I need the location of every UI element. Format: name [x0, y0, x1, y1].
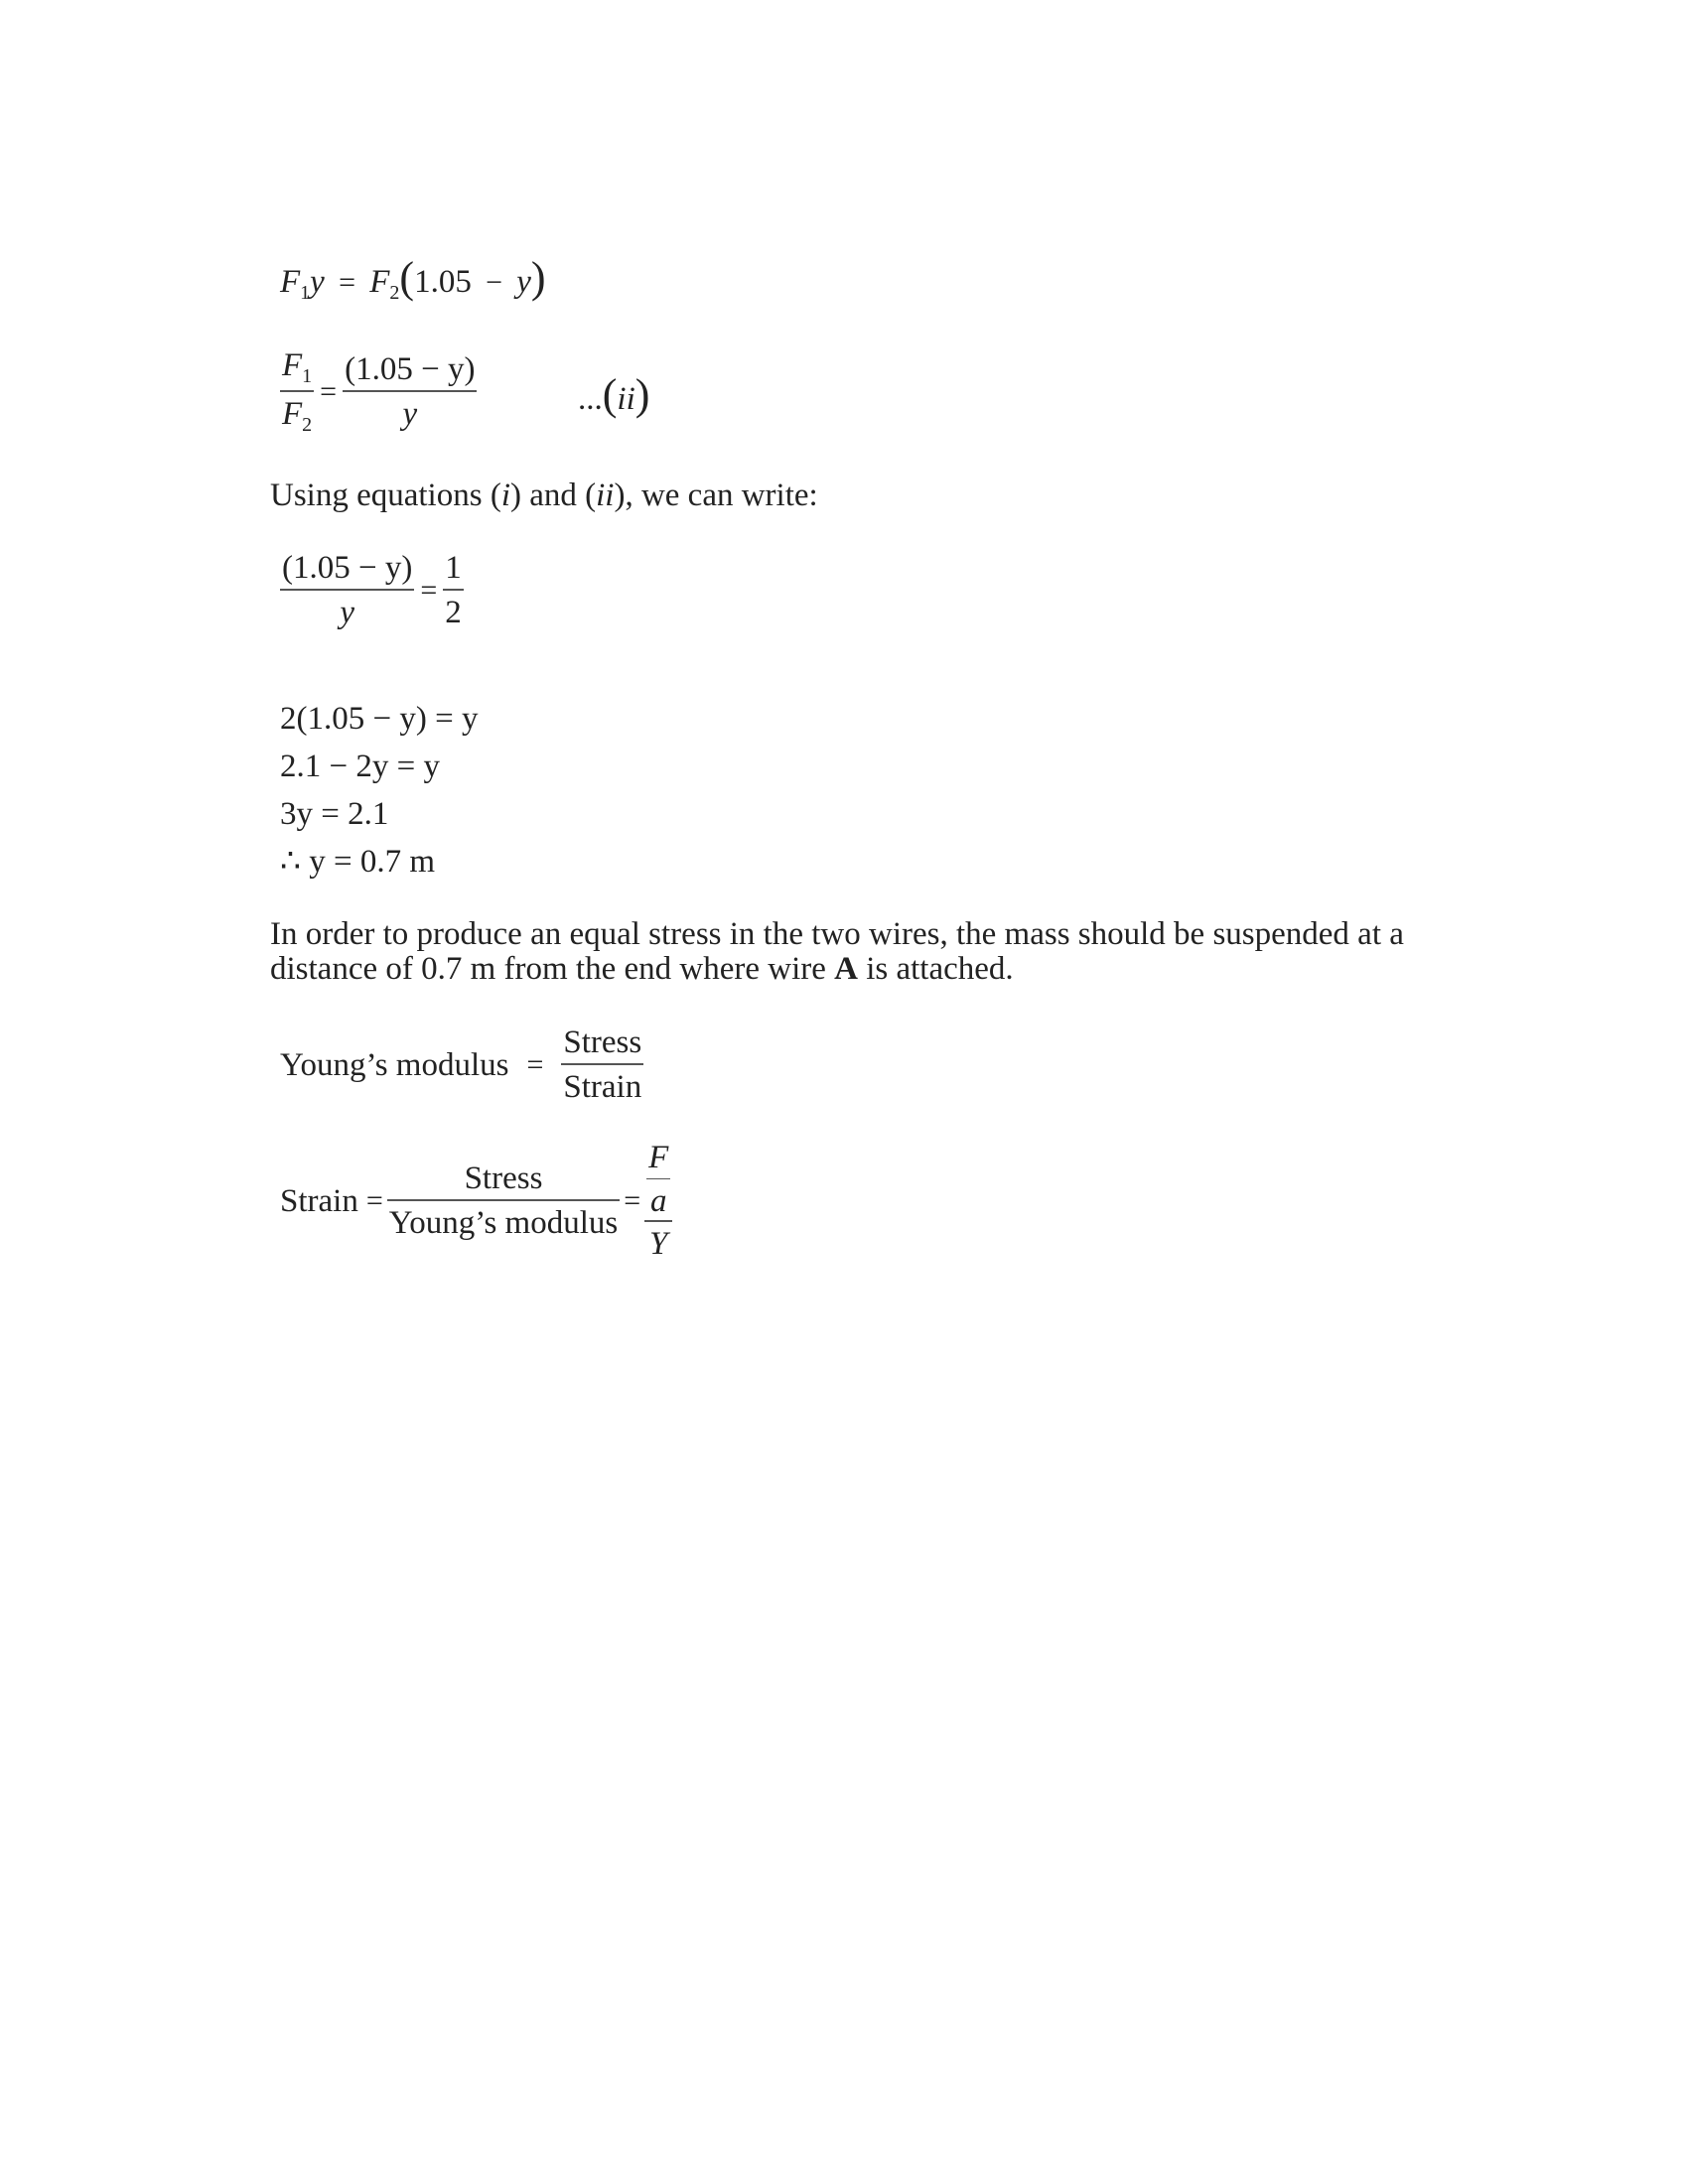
half-ratio-equation — [280, 552, 464, 629]
moment-equation — [280, 253, 546, 304]
label-dots: ... — [578, 381, 603, 417]
equals-sign: = — [339, 266, 355, 299]
fraction-numerator: (1.05 − y) — [282, 550, 413, 586]
force-symbol: F — [369, 264, 390, 300]
step-text: ∴ y = 0.7 m — [280, 844, 436, 880]
variable: y — [310, 264, 325, 300]
subscript: 1 — [300, 282, 311, 304]
stress-modulus-fraction — [387, 1162, 620, 1240]
fraction-numerator: Stress — [464, 1160, 543, 1196]
ratio-equation — [280, 349, 477, 435]
text-fragment: ), we can write: — [614, 478, 818, 513]
paren: ) — [530, 253, 546, 302]
length-ratio-fraction — [280, 552, 414, 629]
strain-definition — [280, 1142, 672, 1261]
youngs-modulus-definition — [280, 1026, 643, 1104]
fraction-denominator: y — [340, 595, 354, 630]
fraction-denominator: y — [402, 396, 418, 432]
length-ratio-fraction — [343, 353, 477, 431]
wire-label: A — [834, 951, 858, 987]
conclusion-line: In order to produce an equal stress in the two wires, the mass should be suspended at a — [270, 916, 1404, 952]
text-fragment: distance of 0.7 m from the end where wire — [270, 951, 835, 987]
conclusion-paragraph — [270, 917, 1442, 987]
stress-strain-fraction — [561, 1026, 643, 1104]
fraction-denominator: Y — [649, 1226, 668, 1262]
force-symbol: F — [280, 264, 301, 300]
equals-sign: = — [526, 1048, 544, 1081]
fraction-numerator: (1.05 − y) — [345, 351, 476, 387]
step-text: 3y = 2.1 — [280, 796, 389, 832]
paren: ) — [634, 370, 650, 419]
label-number: ii — [617, 381, 635, 417]
text-fragment: i — [500, 478, 510, 513]
force-symbol: F — [282, 347, 303, 383]
equals-sign: = — [624, 1184, 641, 1217]
text-fragment: ) and ( — [509, 478, 597, 513]
half-fraction — [443, 552, 464, 629]
number: 1.05 — [414, 264, 472, 300]
equals-sign: = — [365, 1184, 383, 1217]
text-fragment: is attached. — [857, 951, 1014, 987]
force-area-fraction — [646, 1142, 670, 1218]
subscript: 2 — [389, 282, 400, 304]
fraction-denominator: Young’s modulus — [388, 1205, 619, 1241]
conclusion-line — [270, 952, 1442, 987]
solution-step — [280, 798, 388, 831]
fraction-denominator: 2 — [445, 595, 462, 630]
paren: ( — [602, 370, 618, 419]
step-text: 2.1 − 2y = y — [280, 749, 440, 784]
subscript: 1 — [302, 365, 313, 387]
text-fragment: ii — [596, 478, 615, 513]
lhs-text: Young’s modulus — [280, 1046, 509, 1083]
minus-sign: − — [486, 266, 502, 299]
using-equations-text — [270, 478, 818, 513]
solution-step — [280, 703, 478, 736]
step-text: 2(1.05 − y) = y — [280, 701, 479, 737]
solution-step — [280, 846, 435, 879]
paren: ( — [399, 253, 415, 302]
fraction-numerator: Stress — [563, 1024, 642, 1060]
fraction-denominator: Strain — [563, 1069, 642, 1105]
compound-numerator — [644, 1142, 672, 1220]
variable: y — [516, 264, 531, 300]
equals-sign: = — [320, 375, 338, 408]
force-ratio-fraction — [280, 349, 314, 435]
fraction-denominator: a — [649, 1183, 667, 1219]
text-fragment: Using equations ( — [270, 478, 501, 513]
equation-label-ii — [578, 370, 650, 419]
equals-sign: = — [420, 574, 438, 607]
fraction-numerator: 1 — [445, 550, 462, 586]
solution-step — [280, 751, 440, 783]
subscript: 2 — [302, 414, 313, 436]
force-symbol: F — [282, 396, 303, 432]
force-area-modulus-fraction — [644, 1142, 672, 1261]
lhs-text: Strain — [280, 1182, 358, 1219]
fraction-numerator: F — [648, 1140, 669, 1175]
